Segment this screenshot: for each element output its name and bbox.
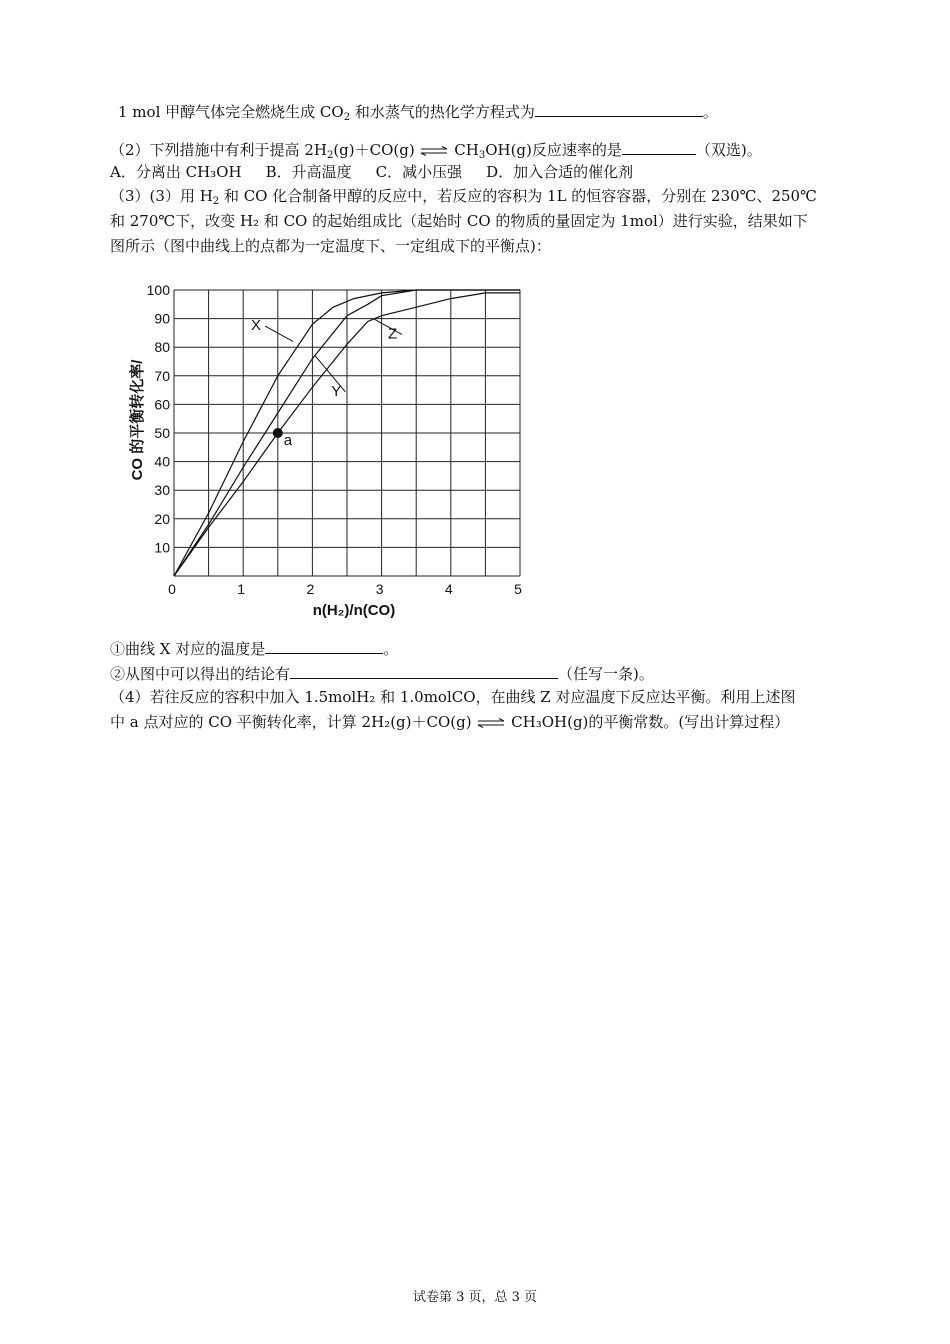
q2-end: （双选)。 [695, 141, 762, 159]
x-tick-label: 0 [168, 581, 176, 597]
point-a-marker [273, 428, 283, 438]
q2-sub2: 3 [478, 150, 486, 161]
q2-option-a: A．分离出 CH₃OH [110, 163, 242, 181]
x-tick-label: 2 [306, 581, 315, 597]
q3-subq1 [110, 637, 398, 659]
q3-subq2-blank[interactable] [290, 662, 558, 679]
x-tick-label: 4 [444, 581, 453, 597]
chart-ticks [147, 282, 522, 597]
q3-text1-mid: 和 CO 化合制备甲醇的反应中，若反应的容积为 1L 的恒容容器，分别在 230℃、250℃ [219, 187, 817, 205]
q1-end: 。 [702, 103, 718, 121]
q3-line3: 图所示（图中曲线上的点都为一定温度下、一定组成下的平衡点)： [110, 237, 551, 255]
x-tick-label: 1 [237, 581, 246, 597]
q4-line1: （4）若往反应的容积中加入 1.5molH₂ 和 1.0molCO，在曲线 Z 对应温度下反应达平衡。利用上述图 [110, 688, 796, 706]
x-tick-label: 3 [375, 581, 384, 597]
conversion-chart [110, 270, 540, 630]
equilibrium-arrow-icon [419, 146, 449, 156]
q1-text: 1 mol 甲醇气体完全燃烧生成 CO [118, 103, 344, 121]
q3-subq1-text: ①曲线 X 对应的温度是 [110, 640, 266, 658]
y-tick-label: 80 [154, 339, 170, 356]
q2-option-d: D．加入合适的催化剂 [486, 163, 634, 181]
q2-text-post2: OH(g)反应速率的是 [485, 141, 622, 159]
q4-text-post: CH₃OH(g)的平衡常数。(写出计算过程） [511, 713, 790, 731]
q2-line [110, 138, 762, 160]
y-tick-label: 50 [154, 425, 170, 441]
q3-line1 [110, 186, 817, 206]
q4-text: 中 a 点对应的 CO 平衡转化率，计算 2H₂(g)＋CO(g) [110, 713, 472, 731]
q3-line2: 和 270℃下，改变 H₂ 和 CO 的起始组成比（起始时 CO 的物质的量固定为 1mol）进行实验，结果如下 [110, 212, 808, 230]
q2-text-post: CH [454, 141, 479, 159]
y-tick-label: 40 [154, 453, 170, 470]
q2-options [110, 162, 657, 182]
y-axis-label: CO 的平衡转化率/ [129, 359, 146, 481]
q2-text: （2）下列措施中有利于提高 2H [110, 141, 327, 159]
y-tick-label: 20 [154, 510, 170, 527]
series-leader-x [265, 326, 293, 341]
chart-grid [174, 290, 520, 576]
q4-line2 [110, 712, 789, 732]
x-tick-label: 5 [514, 581, 522, 597]
q1-line [118, 100, 718, 122]
q3-subq2 [110, 662, 654, 684]
point-a-label: a [283, 432, 293, 449]
q3-sub1: 2 [212, 196, 220, 207]
y-tick-label: 90 [154, 310, 170, 327]
q1-answer-blank[interactable] [535, 100, 703, 117]
q3-subq1-end: 。 [383, 640, 399, 658]
y-tick-label: 60 [154, 396, 170, 413]
series-label-x: X [251, 317, 262, 335]
y-tick-label: 30 [154, 482, 170, 499]
q3-subq2-text: ②从图中可以得出的结论有 [110, 665, 291, 683]
y-tick-label: 100 [146, 282, 170, 298]
q2-option-c: C．减小压强 [375, 163, 463, 181]
y-tick-label: 10 [154, 539, 170, 556]
q2-text-mid: (g)＋CO(g) [333, 141, 415, 159]
x-axis-label: n(H₂)/n(CO) [312, 602, 396, 619]
y-tick-label: 70 [154, 367, 170, 384]
series-label-y: Y [331, 382, 342, 400]
series-label-z: Z [388, 325, 398, 343]
q3-subq2-end: （任写一条)。 [558, 665, 654, 683]
page-footer: 试卷第 3 页，总 3 页 [412, 1290, 538, 1305]
q2-sub1: 2 [326, 150, 334, 161]
q3-text1: （3）(3）用 H [110, 187, 213, 205]
q3-subq1-blank[interactable] [265, 637, 383, 654]
q2-answer-blank[interactable] [622, 138, 696, 155]
q2-option-b: B．升高温度 [265, 163, 352, 181]
equilibrium-arrow-icon [476, 718, 506, 728]
q1-text-post: 和水蒸气的热化学方程式为 [350, 103, 535, 121]
q1-sub: 2 [343, 112, 351, 123]
